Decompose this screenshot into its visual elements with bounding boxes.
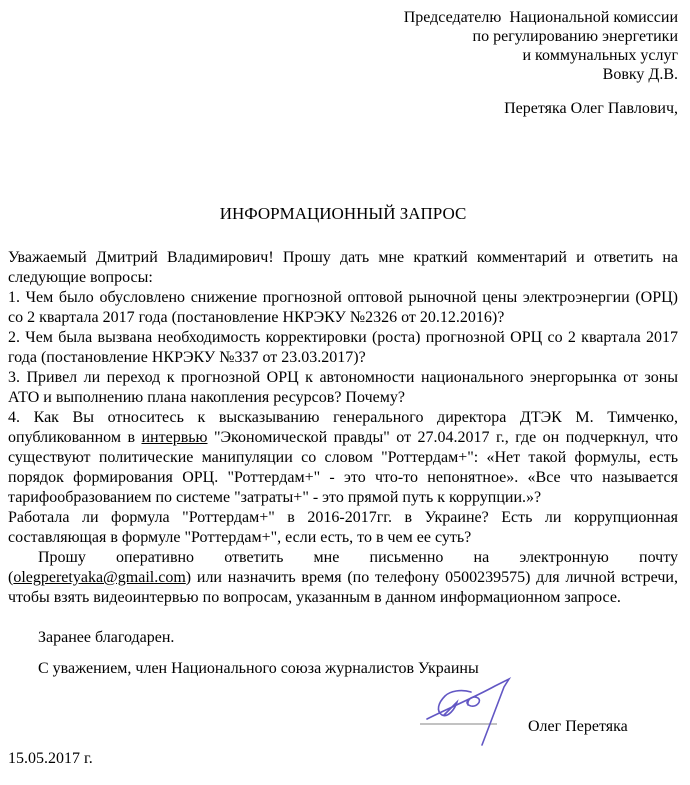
- signature-name: Олег Перетяка: [528, 718, 628, 735]
- recipient-line: Председателю Национальной комиссии: [403, 9, 678, 26]
- question-4-followup: Работала ли формула "Роттердам+" в 2016-2017гг. в Украине? Есть ли коррупционная составляющая в формуле "Роттердам+", если есть, то в чем ее суть?: [8, 509, 678, 546]
- letter-body: [8, 248, 678, 608]
- paragraph-request: [8, 548, 678, 608]
- question-4-text: 4. Как Вы относитесь к высказыванию генерального директора ДТЭК М. Тимченко, опубликованном в: [8, 409, 678, 446]
- signature-block: [8, 679, 678, 747]
- recipient-line: и коммунальных услуг: [522, 47, 678, 64]
- request-text: ) или назначить время (по телефону 0500239575) для личной встречи, чтобы взять видеоинтервью по вопросам, указанным в данном информационном запросе.: [8, 569, 678, 606]
- question-4: [8, 408, 678, 508]
- document-title: ИНФОРМАЦИОННЫЙ ЗАПРОС: [219, 204, 467, 223]
- recipient-line: по регулированию энергетики: [472, 28, 678, 45]
- email-link[interactable]: olegperetyaka@gmail.com: [13, 569, 186, 586]
- question-4-text: "Экономической правды" от 27.04.2017 г., где он подчеркнул, что существуют политические манипуляции со словом "Роттердам+": «Нет такой формулы, есть порядок формирования ОРЦ. "Роттердам+" - это что-то непонятное». «Все что называется тарифообразованием по системе "затраты+" - это прямой путь к коррупции.»?: [8, 429, 679, 506]
- recipient-block: [8, 8, 678, 84]
- paragraph-intro: Уважаемый Дмитрий Владимирович! Прошу дать мне краткий комментарий и ответить на следующие вопросы:: [8, 249, 678, 286]
- recipient-line: Вовку Д.В.: [602, 66, 678, 83]
- closing-regards: С уважением, член Национального союза журналистов Украины: [38, 660, 479, 677]
- request-text: Прошу оперативно ответить мне письменно на электронную почту (: [8, 549, 678, 586]
- sender-name: Перетяка Олег Павлович,: [504, 100, 678, 117]
- question-2: 2. Чем была вызвана необходимость корректировки (роста) прогнозной ОРЦ со 2 квартала 2017 года (постановление НКРЭКУ №337 от 23.03.2017)?: [8, 329, 678, 366]
- question-1: 1. Чем было обусловлено снижение прогнозной оптовой рыночной цены электроэнергии (ОРЦ) со 2 квартала 2017 года (постановление НКРЭКУ №2326 от 20.12.2016)?: [8, 289, 678, 326]
- interview-link[interactable]: интервью: [141, 429, 208, 446]
- closing-thanks: Заранее благодарен.: [38, 629, 175, 646]
- question-3: 3. Привел ли переход к прогнозной ОРЦ к автономности национального энергорынка от зоны АТО и выполнению плана накопления ресурсов? Почему?: [8, 369, 678, 406]
- document-date: 15.05.2017 г.: [8, 750, 93, 767]
- signature-image: [413, 677, 518, 749]
